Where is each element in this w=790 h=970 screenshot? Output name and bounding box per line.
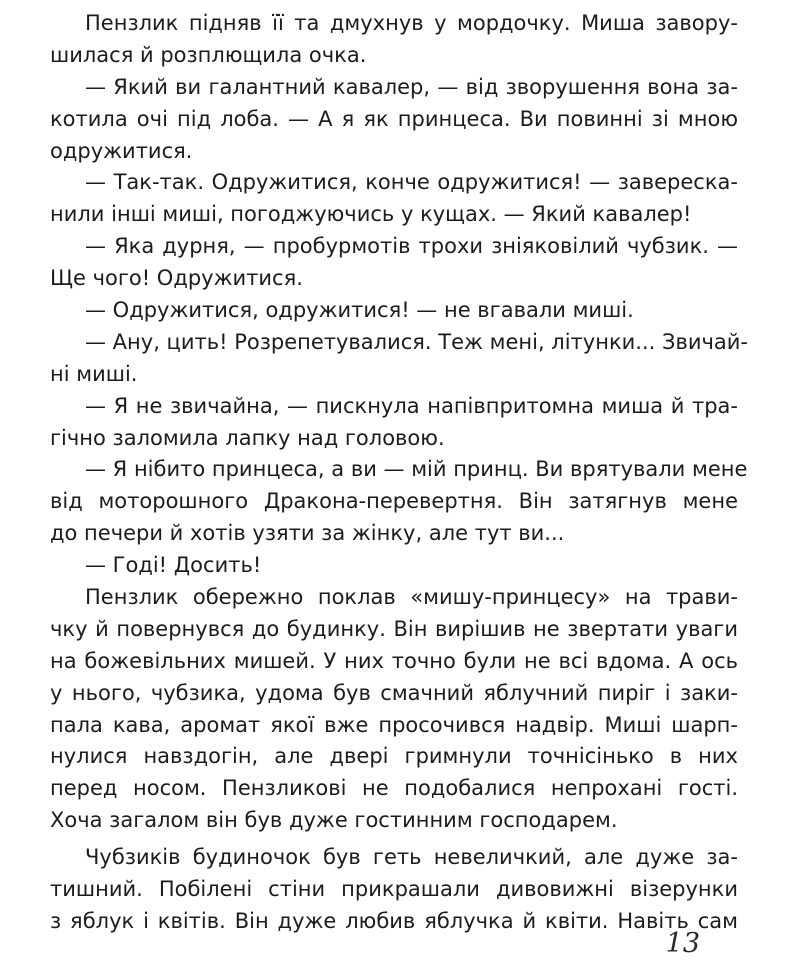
paragraph-1 [50,8,738,72]
paragraph-2 [50,72,738,168]
text-line: Пензлик обережно поклав «мишу-принцесу» на трави- [85,585,738,610]
text-line: від моторошного Дракона-перевертня. Він затягнув мене [50,489,738,514]
text-line: — Одружитися, одружитися! — не вгавали миші. [85,298,634,323]
text-line: нили інші миші, погоджуючись у кущах. — Який кавалер! [50,202,692,227]
text-line: одружитися. [50,138,193,163]
text-line: — Я нібито принцеса, а ви — мій принц. Ви врятували мене [85,457,748,482]
text-line: тишний. Побілені стіни прикрашали дивовижні візерунки [50,877,738,902]
text-line: до печери й хотів узяти за жінку, але тут ви... [50,521,565,546]
text-line: перед носом. Пензликові не подобалися непрохані гості. [50,776,738,801]
text-line: Ще чого! Одружитися. [50,266,303,291]
paragraph-11 [50,842,738,938]
text-line: — Так-так. Одружитися, конче одружитися! — завереска- [85,170,738,195]
text-line: — Який ви галантний кавалер, — від зворушення вона за- [85,74,738,99]
paragraph-9 [50,550,738,582]
book-page-text [50,8,748,938]
paragraph-3 [50,167,738,231]
text-line: котила очі під лоба. — А я як принцеса. Ви повинні зі мною [50,106,738,131]
text-line: Чубзиків будиночок був геть невеличкий, але дуже за- [85,845,738,870]
text-line: — Ану, цить! Розрепетувалися. Теж мені, літунки... Звичай- [85,329,748,354]
text-line: з яблук і квітів. Він дуже любив яблучка й квіти. Навіть сам [50,908,738,933]
text-line: нулися навздогін, але двері гримнули точнісінько в них [50,744,738,769]
text-line: Хоча загалом він був дуже гостинним господарем. [50,808,618,833]
text-line: — Я не звичайна, — пискнула напівпритомна миша й тра- [85,393,738,418]
text-line: — Годі! Досить! [85,553,262,578]
paragraph-6 [50,327,748,391]
paragraph-7 [50,391,738,455]
text-line: — Яка дурня, — пробурмотів трохи зніяковілий чубзик. — [85,234,738,259]
paragraph-5 [50,295,738,327]
text-line: чку й повернувся до будинку. Він вирішив не звертати уваги [50,616,738,641]
paragraph-4 [50,231,738,295]
text-line: пала кава, аромат якої вже просочився надвір. Миші шарп- [50,712,738,737]
text-line: гічно заломила лапку над головою. [50,425,445,450]
text-line: у нього, чубзика, удома був смачний яблучний пиріг і заки- [50,680,738,705]
paragraph-8 [50,454,748,550]
text-line: ні миші. [50,361,138,386]
text-line: шилася й розплющила очка. [50,42,367,67]
text-line: Пензлик підняв її та дмухнув у мордочку. Миша завору- [85,11,738,35]
page-number: 13 [665,928,700,959]
paragraph-10 [50,582,738,837]
text-line: на божевільних мишей. У них точно були не всі вдома. А ось [50,648,738,673]
